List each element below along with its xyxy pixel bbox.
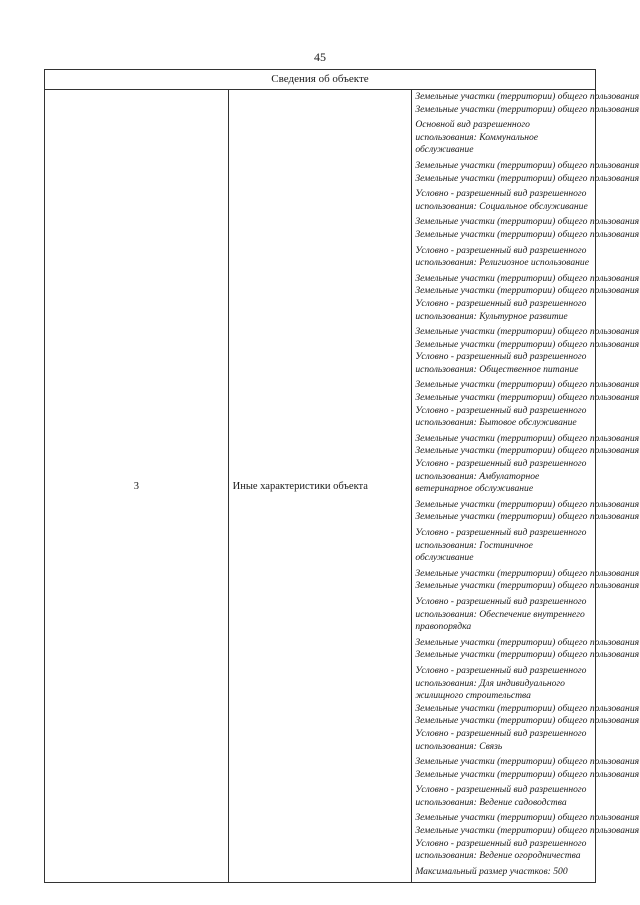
page-number: 45 (314, 50, 326, 64)
value-line: Земельные участки (территории) общего пользования (415, 715, 640, 727)
value-line: Земельные участки (территории) общего пользования (415, 326, 640, 338)
value-line: Условно - разрешенный вид разрешенного использования: Общественное питание (415, 351, 587, 375)
value-line: Земельные участки (территории) общего пользования (415, 285, 640, 297)
value-line: Земельные участки (территории) общего пользования (415, 379, 640, 391)
value-line: Земельные участки (территории) общего пользования (415, 580, 640, 592)
row-number: 3 (45, 90, 229, 883)
value-line: Условно - разрешенный вид разрешенного использования: Для индивидуального жилищного строительства (415, 664, 587, 702)
value-line: Земельные участки (территории) общего пользования (415, 812, 640, 824)
value-line: Земельные участки (территории) общего пользования (415, 338, 640, 350)
value-line: Земельные участки (территории) общего пользования (415, 567, 640, 579)
value-line: Земельные участки (территории) общего пользования (415, 511, 640, 523)
value-line: Условно - разрешенный вид разрешенного использования: Связь (415, 727, 587, 752)
value-line: Условно - разрешенный вид разрешенного использования: Ведение огородничества (415, 837, 587, 862)
value-line: Условно - разрешенный вид разрешенного использования: Социальное обслуживание (415, 188, 588, 212)
object-info-table (44, 69, 640, 883)
value-line: Максимальный размер участков: 500 (415, 865, 568, 877)
value-line: Земельные участки (территории) общего пользования (415, 768, 640, 780)
value-line: Условно - разрешенный вид разрешенного использования: Амбулаторное ветеринарное обслуживание (415, 458, 587, 495)
row-values (412, 90, 640, 883)
row-label: Иные характеристики объекта (228, 90, 412, 883)
value-line: Земельные участки (территории) общего пользования (415, 91, 640, 102)
table-header: Сведения об объекте (45, 70, 596, 90)
table-header-row (45, 70, 596, 90)
value-line: Земельные участки (территории) общего пользования (415, 825, 640, 837)
value-line: Земельные участки (территории) общего пользования (415, 103, 640, 115)
value-line: Условно - разрешенный вид разрешенного использования: Культурное развитие (415, 297, 587, 322)
value-line: Основной вид разрешенного использования: Коммунальное обслуживание (415, 119, 539, 156)
value-line: Земельные участки (территории) общего пользования (415, 159, 640, 171)
value-line: Земельные участки (территории) общего пользования (415, 702, 640, 714)
value-line: Условно - разрешенный вид разрешенного использования: Обеспечение внутреннего правопорядка (415, 595, 587, 633)
table-row (45, 90, 596, 883)
value-line: Земельные участки (территории) общего пользования (415, 445, 640, 457)
value-line: Земельные участки (территории) общего пользования (415, 498, 640, 510)
value-line: Земельные участки (территории) общего пользования (415, 649, 640, 661)
value-line: Земельные участки (территории) общего пользования (415, 216, 640, 228)
value-line: Условно - разрешенный вид разрешенного использования: Религиозное использование (415, 244, 589, 269)
value-line: Земельные участки (территории) общего пользования (415, 172, 640, 184)
value-line: Земельные участки (территории) общего пользования (415, 432, 640, 444)
value-line: Условно - разрешенный вид разрешенного использования: Гостиничное обслуживание (415, 527, 587, 564)
value-line: Условно - разрешенный вид разрешенного использования: Бытовое обслуживание (415, 404, 587, 429)
value-line: Земельные участки (территории) общего пользования (415, 756, 640, 768)
value-line: Земельные участки (территории) общего пользования (415, 272, 640, 284)
value-line: Земельные участки (территории) общего пользования (415, 392, 640, 404)
value-line: Условно - разрешенный вид разрешенного использования: Ведение садоводства (415, 784, 587, 808)
value-line: Земельные участки (территории) общего пользования (415, 228, 640, 240)
value-line: Земельные участки (территории) общего пользования (415, 636, 640, 648)
